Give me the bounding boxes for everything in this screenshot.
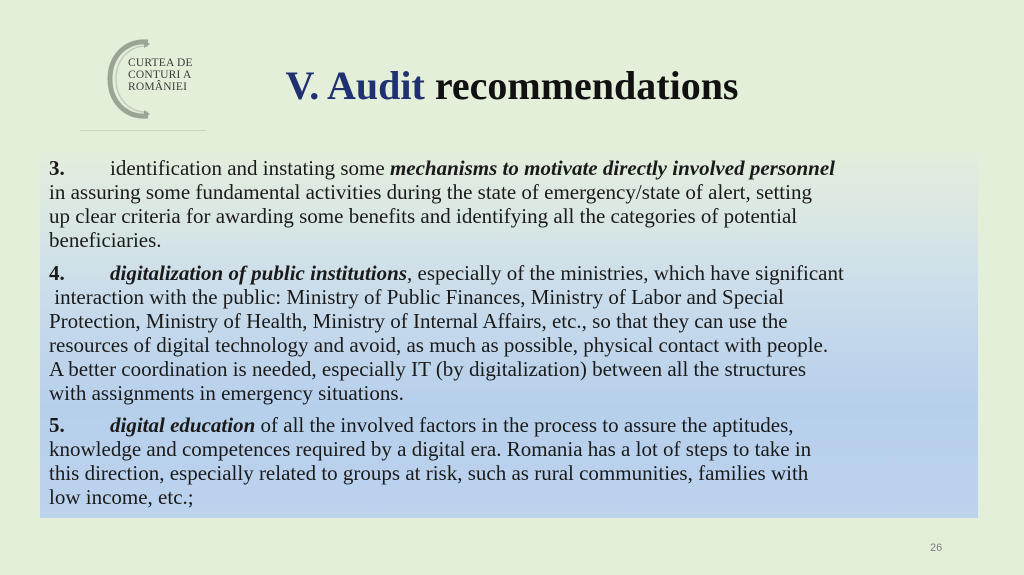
item-line: interaction with the public: Ministry of Public Finances, Ministry of Labor and Special [49, 285, 784, 309]
slide-title [0, 60, 1024, 112]
item-number: 4. [49, 261, 65, 285]
item-text: of all the involved factors in the process to assure the aptitudes, [255, 413, 794, 437]
item-line: Protection, Ministry of Health, Ministry of Internal Affairs, etc., so that they can use the [49, 309, 788, 333]
title-part-2: recommendations [434, 63, 739, 108]
page-number: 26 [930, 542, 943, 554]
logo-line-3: ROMÂNIEI [128, 81, 188, 93]
item-line: in assuring some fundamental activities during the state of emergency/state of alert, setting [49, 180, 812, 204]
item-line: up clear criteria for awarding some benefits and identifying all the categories of potential [49, 204, 798, 228]
item-line: beneficiaries. [49, 228, 162, 252]
item-line: with assignments in emergency situations. [49, 381, 404, 405]
item-line: this direction, especially related to groups at risk, such as rural communities, families with [49, 461, 809, 485]
item-emphasis: digitalization of public institutions [110, 261, 407, 285]
logo-line-1: CURTEA DE [128, 57, 193, 69]
item-line: A better coordination is needed, especially IT (by digitalization) between all the structures [49, 357, 807, 381]
item-line: low income, etc.; [49, 485, 194, 509]
item-text: , especially of the ministries, which have significant [407, 261, 844, 285]
item-emphasis: mechanisms to motivate directly involved personnel [389, 156, 835, 180]
item-text: identification and instating some [110, 156, 390, 180]
item-line: knowledge and competences required by a digital era. Romania has a lot of steps to take in [49, 437, 812, 461]
item-number: 5. [49, 413, 65, 437]
title-part-1: V. Audit [285, 63, 425, 108]
item-number: 3. [49, 156, 65, 180]
logo-line-2: CONTURI A [128, 69, 192, 81]
recommendation-3 [49, 156, 979, 252]
item-emphasis: digital education [110, 413, 256, 437]
item-line: resources of digital technology and avoid, as much as possible, physical contact with people. [49, 333, 829, 357]
logo-divider [80, 130, 206, 131]
recommendations-box [40, 151, 978, 518]
recommendation-4 [49, 261, 979, 405]
recommendation-5 [49, 413, 979, 509]
